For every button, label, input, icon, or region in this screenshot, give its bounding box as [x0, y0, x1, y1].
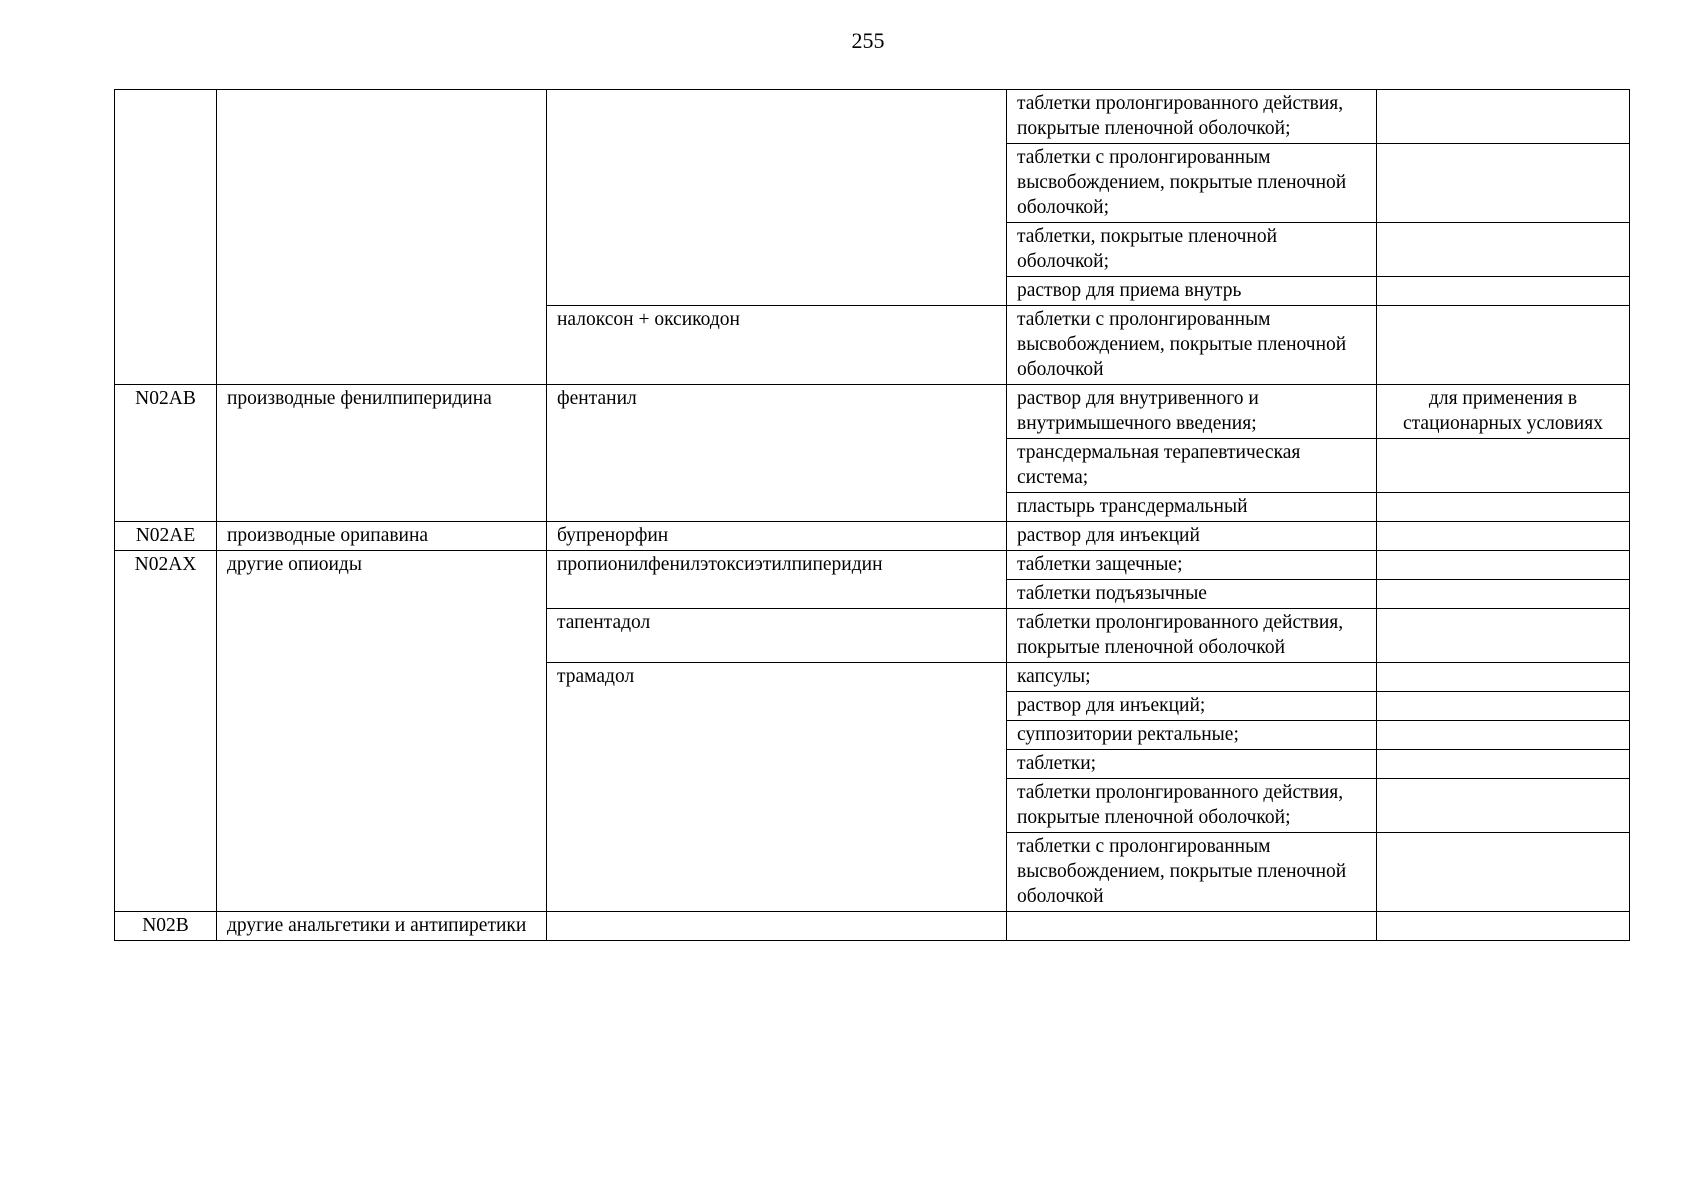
dosage-form-cell: суппозитории ректальные; — [1007, 721, 1377, 750]
drug-name-cell — [547, 90, 1007, 306]
usage-note-cell — [1377, 692, 1630, 721]
dosage-form-cell: таблетки с пролонгированным высвобождением, покрытые пленочной оболочкой — [1007, 306, 1377, 385]
dosage-form-cell: таблетки пролонгированного действия, покрытые пленочной оболочкой — [1007, 609, 1377, 663]
dosage-form-cell: раствор для инъекций — [1007, 522, 1377, 551]
usage-note-cell: для применения в стационарных условиях — [1377, 385, 1630, 439]
drug-name-cell: налоксон + оксикодон — [547, 306, 1007, 385]
drug-name-cell: трамадол — [547, 663, 1007, 912]
usage-note-cell — [1377, 306, 1630, 385]
usage-note-cell — [1377, 912, 1630, 941]
group-name-cell: другие опиоиды — [217, 551, 547, 912]
dosage-form-cell: трансдермальная терапевтическая система; — [1007, 439, 1377, 493]
usage-note-cell — [1377, 144, 1630, 223]
group-name-cell: другие анальгетики и антипиретики — [217, 912, 547, 941]
dosage-form-cell: пластырь трансдермальный — [1007, 493, 1377, 522]
usage-note-cell — [1377, 609, 1630, 663]
table-row — [115, 90, 1630, 144]
usage-note-cell — [1377, 90, 1630, 144]
usage-note-cell — [1377, 551, 1630, 580]
atc-code-cell: N02AE — [115, 522, 217, 551]
dosage-form-cell: таблетки защечные; — [1007, 551, 1377, 580]
usage-note-cell — [1377, 223, 1630, 277]
usage-note-cell — [1377, 522, 1630, 551]
usage-note-cell — [1377, 493, 1630, 522]
atc-code-cell — [115, 90, 217, 385]
usage-note-cell — [1377, 580, 1630, 609]
page-number: 255 — [851, 28, 885, 53]
usage-note-cell — [1377, 750, 1630, 779]
dosage-form-cell: таблетки с пролонгированным высвобождением, покрытые пленочной оболочкой; — [1007, 144, 1377, 223]
dosage-form-cell: таблетки пролонгированного действия, покрытые пленочной оболочкой; — [1007, 779, 1377, 833]
usage-note-cell — [1377, 721, 1630, 750]
dosage-form-cell: таблетки с пролонгированным высвобождением, покрытые пленочной оболочкой — [1007, 833, 1377, 912]
drug-name-cell: фентанил — [547, 385, 1007, 522]
dosage-form-cell: раствор для внутривенного и внутримышечного введения; — [1007, 385, 1377, 439]
usage-note-cell — [1377, 779, 1630, 833]
group-name-cell: производные фенилпиперидина — [217, 385, 547, 522]
drug-name-cell: бупренорфин — [547, 522, 1007, 551]
table-row — [115, 551, 1630, 580]
dosage-form-cell: капсулы; — [1007, 663, 1377, 692]
atc-code-cell: N02AX — [115, 551, 217, 912]
group-name-cell: производные орипавина — [217, 522, 547, 551]
dosage-form-cell: таблетки, покрытые пленочной оболочкой; — [1007, 223, 1377, 277]
dosage-form-cell — [1007, 912, 1377, 941]
dosage-form-cell: таблетки; — [1007, 750, 1377, 779]
atc-code-cell: N02B — [115, 912, 217, 941]
table-row — [115, 385, 1630, 439]
usage-note-cell — [1377, 277, 1630, 306]
drug-name-cell: пропионилфенилэтоксиэтилпиперидин — [547, 551, 1007, 609]
drug-table — [114, 89, 1630, 941]
dosage-form-cell: раствор для инъекций; — [1007, 692, 1377, 721]
table-row — [115, 912, 1630, 941]
atc-code-cell: N02AB — [115, 385, 217, 522]
dosage-form-cell: раствор для приема внутрь — [1007, 277, 1377, 306]
usage-note-cell — [1377, 439, 1630, 493]
drug-name-cell — [547, 912, 1007, 941]
group-name-cell — [217, 90, 547, 385]
dosage-form-cell: таблетки подъязычные — [1007, 580, 1377, 609]
usage-note-cell — [1377, 663, 1630, 692]
usage-note-cell — [1377, 833, 1630, 912]
table-row — [115, 522, 1630, 551]
drug-name-cell: тапентадол — [547, 609, 1007, 663]
drug-table-body — [115, 90, 1630, 941]
dosage-form-cell: таблетки пролонгированного действия, покрытые пленочной оболочкой; — [1007, 90, 1377, 144]
